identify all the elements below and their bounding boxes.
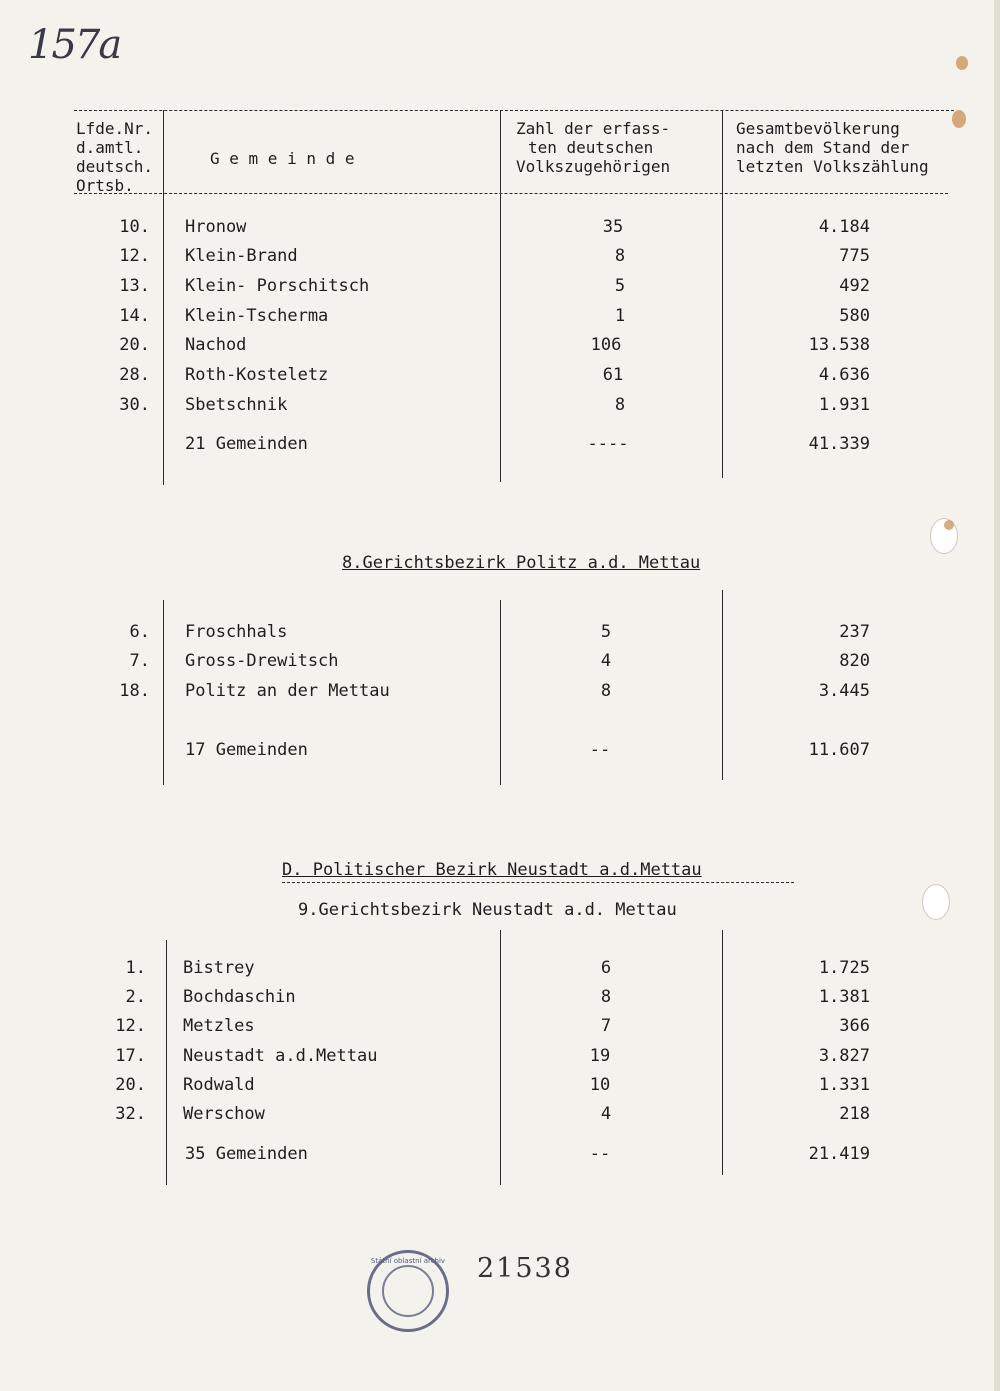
table-row-name: Hronow bbox=[185, 217, 247, 237]
section-total-count: ---- bbox=[587, 434, 629, 454]
district-heading-double-underline bbox=[282, 882, 794, 883]
table-row-nr: 32. bbox=[115, 1104, 146, 1124]
column-divider-gemeinde bbox=[500, 930, 501, 1185]
table-row-name: Froschhals bbox=[185, 622, 288, 642]
column-divider-nr bbox=[163, 600, 164, 785]
table-row-nr: 30. bbox=[119, 395, 150, 415]
table-row-name: Politz an der Mettau bbox=[185, 681, 390, 701]
table-row-count: 19 bbox=[589, 1046, 611, 1066]
table-row-count: 6 bbox=[600, 958, 612, 978]
table-row-count: 35 bbox=[602, 217, 624, 237]
table-row-nr: 2. bbox=[125, 987, 146, 1007]
table-row-pop: 820 bbox=[839, 651, 870, 671]
section-total-label: 17 Gemeinden bbox=[185, 740, 308, 760]
table-row-pop: 775 bbox=[839, 246, 870, 266]
table-row-count: 5 bbox=[614, 276, 626, 296]
table-row-pop: 1.331 bbox=[818, 1075, 870, 1095]
table-row-pop: 13.538 bbox=[808, 335, 870, 355]
table-row-pop: 237 bbox=[839, 622, 870, 642]
header-gesamt-line3: letzten Volkszählung bbox=[736, 157, 929, 176]
column-divider-nr bbox=[163, 110, 164, 485]
table-row-pop: 580 bbox=[839, 306, 870, 326]
table-row-nr: 20. bbox=[115, 1075, 146, 1095]
table-row-pop: 4.184 bbox=[818, 217, 870, 237]
table-row-nr: 20. bbox=[119, 335, 150, 355]
table-row-name: Sbetschnik bbox=[185, 395, 288, 415]
header-zahl-line1: Zahl der erfass- bbox=[516, 119, 671, 138]
section-subheading: 9.Gerichtsbezirk Neustadt a.d. Mettau bbox=[298, 900, 677, 920]
table-row-count: 4 bbox=[600, 651, 612, 671]
section-total-count: -- bbox=[589, 740, 611, 760]
table-row-pop: 3.445 bbox=[818, 681, 870, 701]
table-row-name: Neustadt a.d.Mettau bbox=[183, 1046, 378, 1066]
table-row-name: Metzles bbox=[183, 1016, 255, 1036]
table-row-count: 8 bbox=[614, 246, 626, 266]
column-divider-nr bbox=[166, 940, 167, 1185]
section-total-pop: 41.339 bbox=[808, 434, 870, 454]
section-total-label: 35 Gemeinden bbox=[185, 1144, 308, 1164]
rust-stain bbox=[956, 56, 968, 70]
punch-hole-bottom bbox=[922, 884, 950, 920]
table-row-count: 8 bbox=[600, 987, 612, 1007]
table-row-pop: 218 bbox=[839, 1104, 870, 1124]
table-row-name: Klein-Tscherma bbox=[185, 306, 329, 326]
table-row-name: Roth-Kosteletz bbox=[185, 365, 329, 385]
table-row-pop: 492 bbox=[839, 276, 870, 296]
section-total-label: 21 Gemeinden bbox=[185, 434, 308, 454]
table-row-name: Rodwald bbox=[183, 1075, 255, 1095]
table-row-pop: 1.931 bbox=[818, 395, 870, 415]
table-row-name: Gross-Drewitsch bbox=[185, 651, 339, 671]
table-row-name: Werschow bbox=[183, 1104, 265, 1124]
table-row-count: 8 bbox=[600, 681, 612, 701]
header-zahl-line3: Volkszugehörigen bbox=[516, 157, 671, 176]
header-top-rule bbox=[74, 110, 954, 111]
table-row-nr: 12. bbox=[119, 246, 150, 266]
rust-stain bbox=[944, 520, 954, 530]
table-row-nr: 10. bbox=[119, 217, 150, 237]
column-divider-gemeinde bbox=[500, 600, 501, 785]
archive-number: 21538 bbox=[477, 1253, 573, 1284]
table-row-count: 1 bbox=[614, 306, 626, 326]
section-heading: 8.Gerichtsbezirk Politz a.d. Mettau bbox=[342, 553, 701, 573]
table-row-name: Klein-Brand bbox=[185, 246, 298, 266]
table-row-name: Klein- Porschitsch bbox=[185, 276, 370, 296]
table-row-name: Nachod bbox=[185, 335, 247, 355]
section-total-pop: 11.607 bbox=[808, 740, 870, 760]
header-gesamt-line1: Gesamtbevölkerung bbox=[736, 119, 900, 138]
header-nr-line1: Lfde.Nr. bbox=[76, 119, 154, 138]
archive-stamp-emblem bbox=[382, 1265, 434, 1317]
table-row-count: 5 bbox=[600, 622, 612, 642]
table-row-nr: 28. bbox=[119, 365, 150, 385]
table-row-count: 7 bbox=[600, 1016, 612, 1036]
table-row-nr: 6. bbox=[129, 622, 150, 642]
header-bottom-rule bbox=[74, 193, 948, 194]
table-row-count: 61 bbox=[602, 365, 624, 385]
table-row-name: Bochdaschin bbox=[183, 987, 296, 1007]
table-row-count: 10 bbox=[589, 1075, 611, 1095]
table-row-nr: 1. bbox=[125, 958, 146, 978]
table-row-pop: 366 bbox=[839, 1016, 870, 1036]
header-nr-line2: d.amtl. bbox=[76, 138, 144, 157]
table-row-nr: 17. bbox=[115, 1046, 146, 1066]
table-row-nr: 7. bbox=[129, 651, 150, 671]
section-total-pop: 21.419 bbox=[808, 1144, 870, 1164]
table-row-count: 4 bbox=[600, 1104, 612, 1124]
table-row-nr: 13. bbox=[119, 276, 150, 296]
header-nr-line4: Ortsb. bbox=[76, 176, 134, 195]
header-gemeinde: G e m e i n d e bbox=[210, 149, 355, 168]
district-heading: D. Politischer Bezirk Neustadt a.d.Mettau bbox=[282, 860, 702, 880]
rust-stain bbox=[952, 110, 966, 128]
archive-stamp-text: Státní oblastní archiv bbox=[370, 1257, 446, 1265]
table-row-name: Bistrey bbox=[183, 958, 255, 978]
table-row-count: 106 bbox=[590, 335, 622, 355]
header-zahl-line2: ten deutschen bbox=[528, 138, 654, 157]
handwritten-page-number: 157a bbox=[28, 22, 121, 68]
table-row-pop: 1.381 bbox=[818, 987, 870, 1007]
table-row-count: 8 bbox=[614, 395, 626, 415]
header-nr-line3: deutsch. bbox=[76, 157, 154, 176]
column-divider-gemeinde bbox=[500, 110, 501, 482]
archive-stamp bbox=[367, 1250, 449, 1332]
table-row-nr: 14. bbox=[119, 306, 150, 326]
table-row-pop: 1.725 bbox=[818, 958, 870, 978]
table-row-nr: 12. bbox=[115, 1016, 146, 1036]
section-total-count: -- bbox=[589, 1144, 611, 1164]
header-gesamt-line2: nach dem Stand der bbox=[736, 138, 910, 157]
table-row-pop: 4.636 bbox=[818, 365, 870, 385]
table-row-pop: 3.827 bbox=[818, 1046, 870, 1066]
table-row-nr: 18. bbox=[119, 681, 150, 701]
